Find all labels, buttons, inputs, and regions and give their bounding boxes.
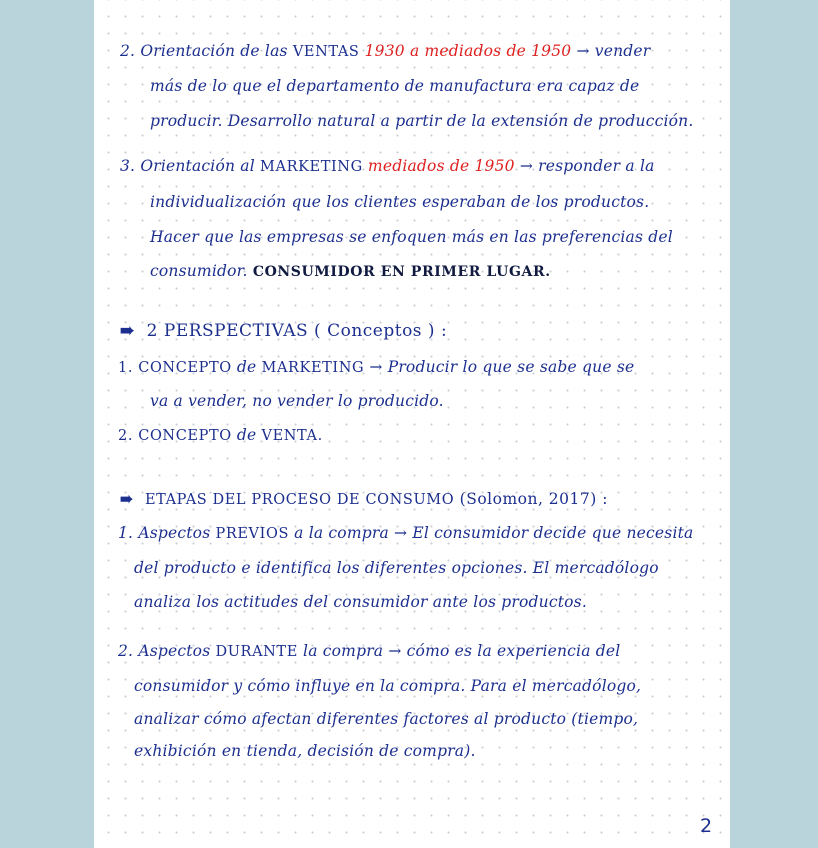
item-text: la compra → cómo es la experiencia del <box>303 642 621 660</box>
heading-text: ( Conceptos ) : <box>314 321 448 341</box>
marketing-line-3: Hacer que las empresas se enfoquen más en las preferencias del <box>150 228 673 246</box>
item-text: → Producir lo que se sabe que se <box>369 358 635 376</box>
bold-arrow-icon: ➠ <box>120 321 135 341</box>
bold-arrow-icon: ➠ <box>120 489 134 508</box>
item-text: 2. Aspectos <box>118 642 211 660</box>
keyword: 2. CONCEPTO <box>118 428 232 444</box>
concepto-marketing-line-2: va a vender, no vender lo producido. <box>150 392 444 410</box>
item-text: 3. Orientación al <box>120 157 255 175</box>
item-text: → responder a la <box>519 157 655 175</box>
previos-line-1 <box>118 524 693 542</box>
item-text: de <box>236 358 257 376</box>
durante-line-3: analizar cómo afectan diferentes factores al producto (tiempo, <box>134 710 639 728</box>
etapas-heading <box>120 489 608 508</box>
heading-text: ETAPAS DEL PROCESO DE CONSUMO <box>144 492 455 508</box>
date-range-red: mediados de 1950 <box>367 157 515 175</box>
previos-line-2: del producto e identifica los diferentes opciones. El mercadólogo <box>134 559 659 577</box>
keyword: DURANTE <box>215 644 298 660</box>
item-text: → vender <box>576 42 651 60</box>
ventas-line-2: más de lo que el departamento de manufactura era capaz de <box>150 77 640 95</box>
page-number: 2 <box>700 815 713 837</box>
previos-line-3: analiza los actitudes del consumidor ante los productos. <box>134 593 587 611</box>
durante-line-4: exhibición en tienda, decisión de compra). <box>134 742 476 760</box>
notebook-page <box>94 0 730 848</box>
item-text: a la compra → El consumidor decide que necesita <box>294 524 694 542</box>
concepto-marketing-line-1 <box>118 358 634 376</box>
keyword: VENTA. <box>261 428 323 444</box>
marketing-line-4 <box>150 262 551 280</box>
citation-text: (Solomon, 2017) : <box>459 490 608 508</box>
keyword: MARKETING <box>261 360 365 376</box>
keyword: VENTAS <box>292 44 360 60</box>
item-text: 1. Aspectos <box>118 524 211 542</box>
ventas-line-1 <box>120 42 650 60</box>
heading-text: 2 PERSPECTIVAS <box>146 321 309 341</box>
emphasis-text: CONSUMIDOR EN PRIMER LUGAR. <box>252 264 551 280</box>
concepto-venta-line <box>118 426 323 444</box>
durante-line-2: consumidor y cómo influye en la compra. Para el mercadólogo, <box>134 677 642 695</box>
durante-line-1 <box>118 642 620 660</box>
date-range-red: 1930 a mediados de 1950 <box>364 42 572 60</box>
keyword: 1. CONCEPTO <box>118 360 232 376</box>
marketing-line-1 <box>120 157 655 175</box>
item-text: de <box>236 426 257 444</box>
item-text: 2. Orientación de las <box>120 42 288 60</box>
marketing-line-2: individualización que los clientes esperaban de los productos. <box>150 193 650 211</box>
keyword: MARKETING <box>260 159 363 175</box>
item-text: consumidor. <box>150 262 248 280</box>
ventas-line-3: producir. Desarrollo natural a partir de la extensión de producción. <box>150 112 694 130</box>
keyword: PREVIOS <box>215 526 289 542</box>
perspectivas-heading <box>120 321 447 341</box>
